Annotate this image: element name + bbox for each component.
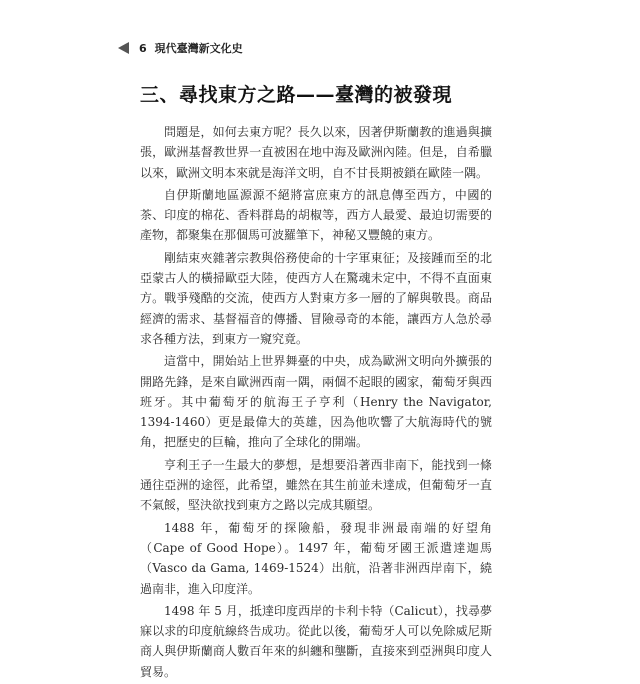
- section-title: 三、尋找東方之路——臺灣的被發現: [140, 84, 453, 106]
- paragraph: 這當中，開始站上世界舞臺的中央，成為歐洲文明向外擴張的開路先鋒，是來自歐洲西南一隅，兩個不起眼的國家，葡萄牙與西班牙。其中葡萄牙的航海王子亨利（Henry the Navigator, 1394-1460）更是最偉大的英雄，因為他吹響了大航海時代的號角，把歷史的巨輪，推向了全球化的開端。: [140, 354, 492, 450]
- paragraph: 剛結束夾雜著宗教與俗務使命的十字軍東征；及接踵而至的北亞蒙古人的橫掃歐亞大陸，使西方人在驚魂未定中，不得不直面東方。戰爭殘酷的交流，使西方人對東方多一層的了解與敬畏。商品經濟的需求、基督福音的傳播、冒險尋奇的本能，讓西方人急於尋求各種方法，到東方一窺究竟。: [140, 250, 492, 346]
- paragraph: 問題是，如何去東方呢？長久以來，因著伊斯蘭教的進過與擴張，歐洲基督教世界一直被困在地中海及歐洲內陸。但是，自希臘以來，歐洲文明本來就是海洋文明，自不甘長期被鎖在歐陸一隅。: [140, 125, 492, 180]
- paragraph: 自伊斯蘭地區源源不絕將富庶東方的訊息傳至西方，中國的茶、印度的棉花、香料群島的胡椒等，西方人最愛、最迫切需要的產物，都聚集在那個馬可波羅筆下，神秘又豐饒的東方。: [140, 187, 492, 243]
- body-text: [140, 122, 492, 684]
- paragraph: 1498 年 5 月，抵達印度西岸的卡利卡特（Calicut），找尋夢寐以求的印度航線終告成功。從此以後，葡萄牙人可以免除威尼斯商人與伊斯蘭商人數百年來的糾纏和壟斷，直接來到亞洲與印度人貿易。: [140, 603, 492, 679]
- page-number: 6: [139, 41, 147, 55]
- book-title: 現代臺灣新文化史: [154, 42, 243, 55]
- running-header: [118, 40, 243, 56]
- left-triangle-icon: [118, 42, 129, 54]
- paragraph: 1488 年，葡萄牙的探險船，發現非洲最南端的好望角（Cape of Good Hope）。1497 年，葡萄牙國王派遣達迦馬（Vasco da Gama, 1469-1524）出航，沿著非洲西岸南下，繞過南非，進入印度洋。: [140, 520, 492, 596]
- paragraph: 亨利王子一生最大的夢想，是想要沿著西非南下，能找到一條通往亞洲的途徑，此希望，雖然在其生前並未達成，但葡萄牙一直不氣餒，堅決欲找到東方之路以完成其願望。: [140, 457, 492, 513]
